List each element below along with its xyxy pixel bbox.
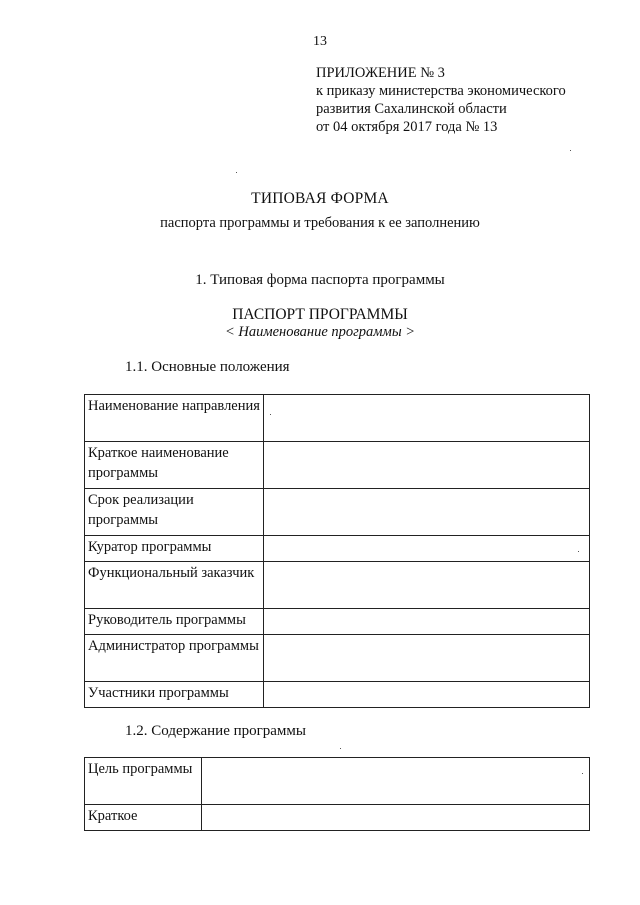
subsection-program-content: 1.2. Содержание программы xyxy=(125,723,306,739)
table-row xyxy=(85,805,590,831)
basic-provisions-table xyxy=(84,394,590,708)
scan-speck xyxy=(578,551,579,552)
row-label: Срок реализации программы xyxy=(85,489,264,536)
page-number: 13 xyxy=(313,34,327,49)
row-value-cell[interactable] xyxy=(264,489,590,536)
table-row xyxy=(85,635,590,682)
row-label: Наименование направления xyxy=(85,395,264,442)
row-label: Краткое наименование программы xyxy=(85,442,264,489)
appendix-ministry-line: развития Сахалинской области xyxy=(316,101,507,117)
appendix-date-line: от 04 октября 2017 года № 13 xyxy=(316,119,498,135)
row-value-cell[interactable] xyxy=(202,758,590,805)
row-label: Функциональный заказчик xyxy=(85,562,264,609)
table-row xyxy=(85,682,590,708)
table-row xyxy=(85,609,590,635)
scan-speck xyxy=(270,414,271,415)
scan-speck xyxy=(570,150,571,151)
scan-speck xyxy=(236,172,237,173)
row-label: Куратор программы xyxy=(85,536,264,562)
form-title: ТИПОВАЯ ФОРМА xyxy=(251,190,389,207)
row-label: Администратор программы xyxy=(85,635,264,682)
subsection-basic-provisions: 1.1. Основные положения xyxy=(125,359,290,375)
table-row xyxy=(85,442,590,489)
row-value-cell[interactable] xyxy=(264,635,590,682)
table-row xyxy=(85,562,590,609)
row-label: Участники программы xyxy=(85,682,264,708)
form-subtitle: паспорта программы и требования к ее заполнению xyxy=(160,215,480,231)
table-row xyxy=(85,489,590,536)
row-value-cell[interactable] xyxy=(264,609,590,635)
row-value-cell[interactable] xyxy=(202,805,590,831)
scan-speck xyxy=(340,748,341,749)
row-value-cell[interactable] xyxy=(264,442,590,489)
passport-title: ПАСПОРТ ПРОГРАММЫ xyxy=(232,306,408,323)
program-name-placeholder: < Наименование программы > xyxy=(224,324,416,340)
scan-speck xyxy=(582,773,583,774)
row-label: Краткое xyxy=(85,805,202,831)
appendix-title: ПРИЛОЖЕНИЕ № 3 xyxy=(316,65,445,81)
table-row xyxy=(85,536,590,562)
table-row xyxy=(85,395,590,442)
row-label: Цель программы xyxy=(85,758,202,805)
row-value-cell[interactable] xyxy=(264,682,590,708)
table-row xyxy=(85,758,590,805)
row-value-cell[interactable] xyxy=(264,395,590,442)
program-content-table xyxy=(84,757,590,831)
row-label: Руководитель программы xyxy=(85,609,264,635)
row-value-cell[interactable] xyxy=(264,562,590,609)
section-title: 1. Типовая форма паспорта программы xyxy=(195,272,445,288)
row-value-cell[interactable] xyxy=(264,536,590,562)
appendix-order-line: к приказу министерства экономического xyxy=(316,83,566,99)
appendix-header xyxy=(316,64,566,136)
